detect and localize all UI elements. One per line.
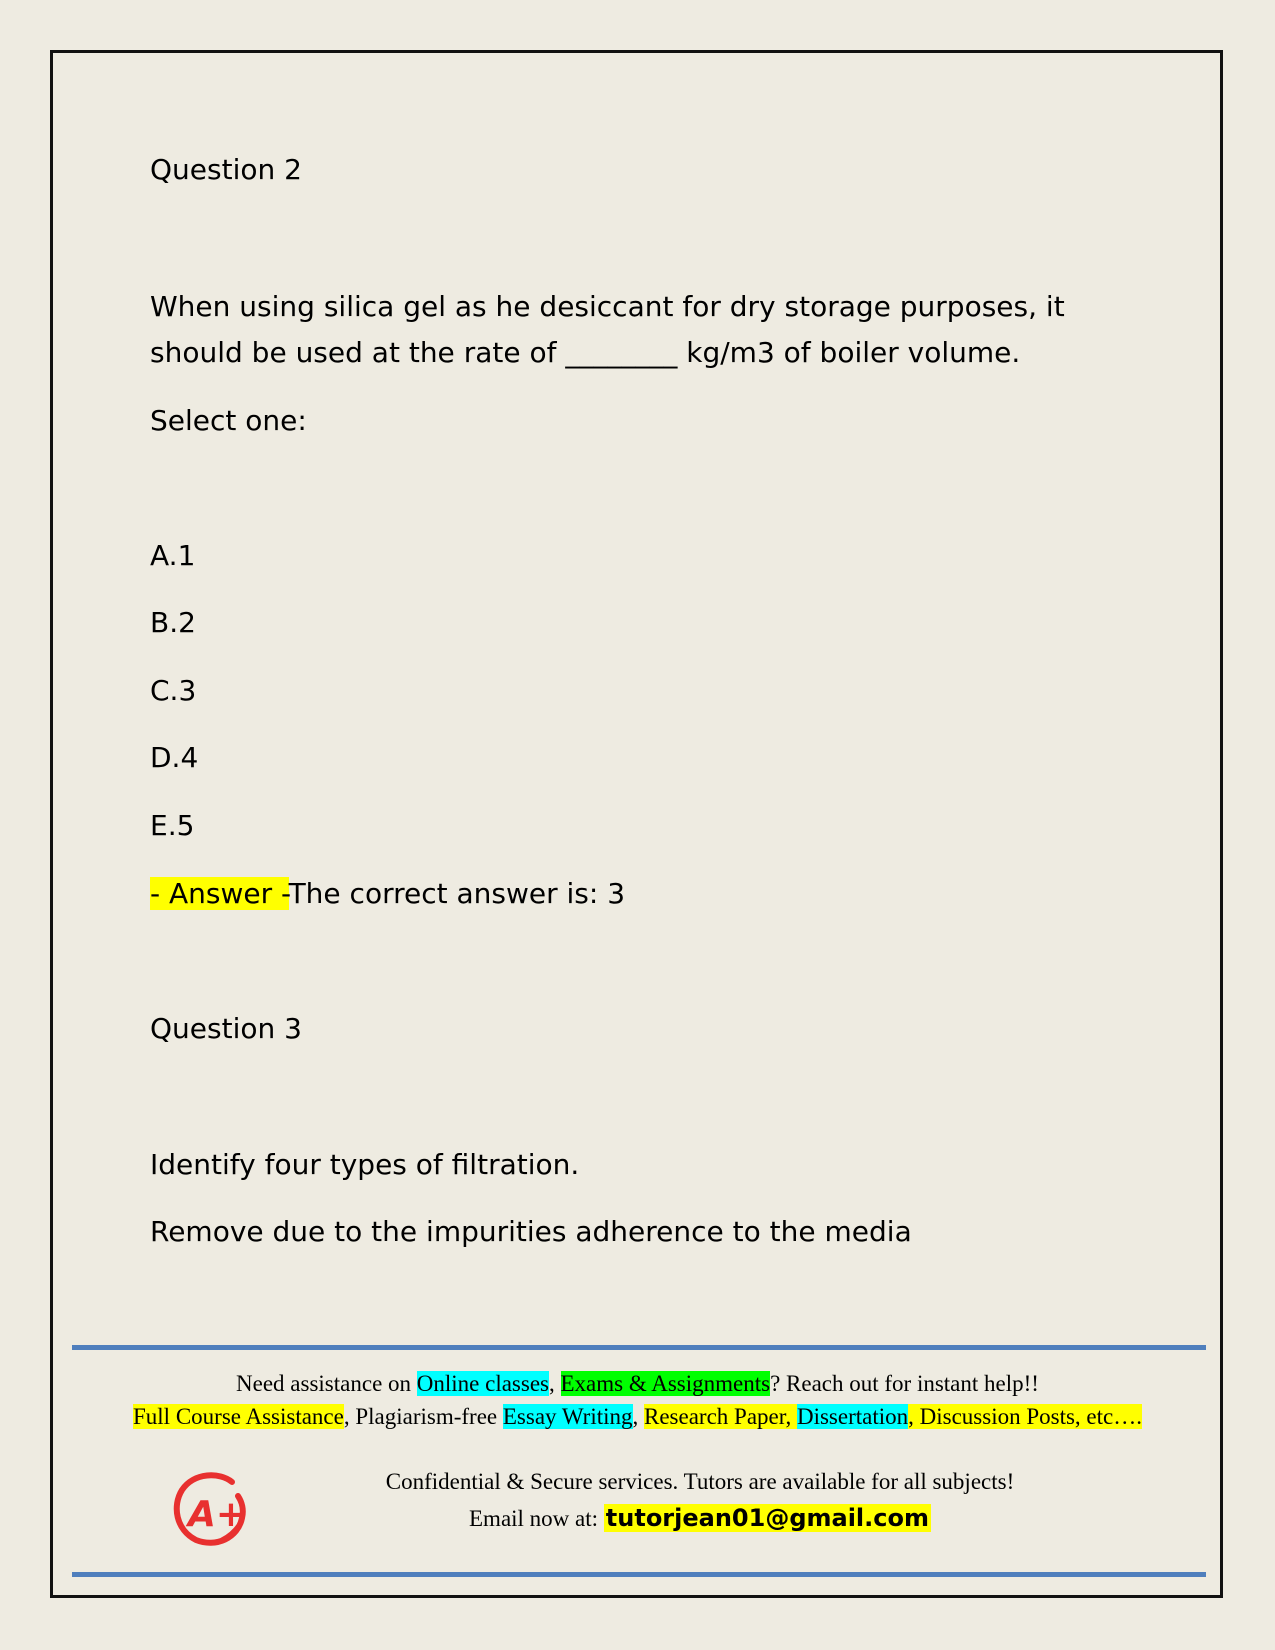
option-d: D.4 xyxy=(150,741,199,774)
footer-separator: , xyxy=(632,1404,644,1429)
question-3-answer: Remove due to the impurities adherence to the media xyxy=(150,1215,912,1248)
footer-prefix: Need assistance on xyxy=(236,1371,417,1396)
option-e: E.5 xyxy=(150,809,195,842)
research-paper-link: Research Paper, xyxy=(644,1404,797,1429)
logo-text: A+ xyxy=(188,1494,247,1535)
full-course-link: Full Course Assistance xyxy=(133,1404,344,1429)
question-2-text: When using silica gel as he desiccant for dry storage purposes, it should be used at the rate of ________ kg/m3 of boiler volume. xyxy=(150,290,1065,369)
question-3-title: Question 3 xyxy=(150,1012,302,1045)
plagiarism-text: , Plagiarism-free xyxy=(343,1404,503,1429)
dissertation-link: Dissertation xyxy=(796,1404,909,1429)
footer-line-2 xyxy=(60,1401,1215,1433)
question-3-text: Identify four types of filtration. xyxy=(150,1148,580,1181)
answer-tag: - Answer - xyxy=(150,877,289,910)
footer-suffix: ? Reach out for instant help!! xyxy=(770,1371,1039,1396)
footer-line-1 xyxy=(60,1368,1215,1400)
online-classes-link: Online classes xyxy=(416,1371,549,1396)
question-2-title: Question 2 xyxy=(150,153,302,186)
option-a: A.1 xyxy=(150,539,196,572)
email-link[interactable]: tutorjean01@gmail.com xyxy=(605,1504,929,1532)
footer-separator: , xyxy=(908,1404,920,1429)
question-2-answer xyxy=(150,871,625,917)
footer-rule-bottom xyxy=(72,1572,1206,1577)
footer-rule-top xyxy=(72,1345,1206,1350)
footer-line-3: Confidential & Secure services. Tutors are available for all subjects! xyxy=(385,1469,1015,1494)
question-2-select-label: Select one: xyxy=(150,404,307,437)
option-c: C.3 xyxy=(150,674,197,707)
essay-writing-link: Essay Writing xyxy=(502,1404,633,1429)
email-label: Email now at: xyxy=(469,1506,604,1531)
answer-text: The correct answer is: 3 xyxy=(288,877,626,910)
footer-line-4 xyxy=(150,1502,1250,1535)
page-frame xyxy=(50,50,1223,1598)
exams-assignments-link: Exams & Assignments xyxy=(560,1371,771,1396)
footer-separator: , xyxy=(549,1371,561,1396)
discussion-posts-link: Discussion Posts, etc…. xyxy=(919,1404,1142,1429)
option-b: B.2 xyxy=(150,606,196,639)
